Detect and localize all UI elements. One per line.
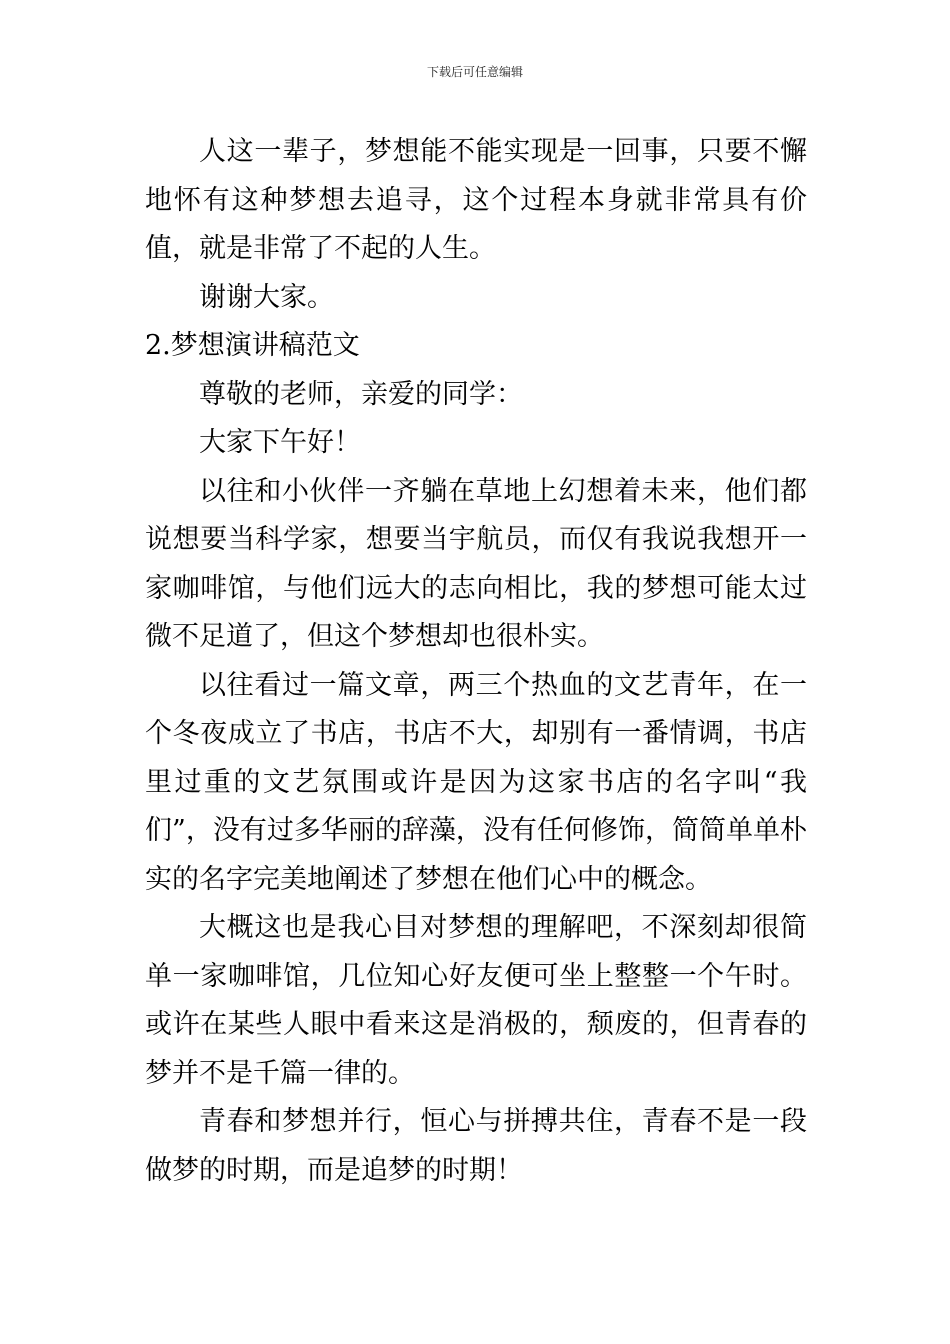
page-header: 下载后可任意编辑 bbox=[426, 65, 523, 79]
paragraph: 青春和梦想并行，恒心与拼搏共住，青春不是一段做梦的时期，而是追梦的时期！ bbox=[145, 1106, 807, 1186]
paragraph: 以往和小伙伴一齐躺在草地上幻想着未来，他们都说想要当科学家，想要当宇航员，而仅有我说我想开一家咖啡馆，与他们远大的志向相比，我的梦想可能太过微不足道了，但这个梦想却也很朴实。 bbox=[145, 475, 807, 652]
section-heading: 2.梦想演讲稿范文 bbox=[145, 330, 360, 361]
salutation: 尊敬的老师，亲爱的同学： bbox=[199, 378, 523, 410]
paragraph: 大概这也是我心目对梦想的理解吧，不深刻却很简单一家咖啡馆，几位知心好友便可坐上整整一个午时。或许在某些人眼中看来这是消极的，颓废的，但青春的梦并不是千篇一律的。 bbox=[145, 912, 807, 1089]
paragraph: 谢谢大家。 bbox=[199, 281, 334, 313]
document-body bbox=[145, 128, 807, 1195]
paragraph: 以往看过一篇文章，两三个热血的文艺青年，在一个冬夜成立了书店，书店不大，却别有一番情调，书店里过重的文艺氛围或许是因为这家书店的名字叫“我们”，没有过多华丽的辞藻，没有任何修饰，简简单单朴实的名字完美地阐述了梦想在他们心中的概念。 bbox=[145, 669, 807, 895]
greeting: 大家下午好！ bbox=[199, 427, 361, 458]
paragraph: 人这一辈子，梦想能不能实现是一回事，只要不懈地怀有这种梦想去追寻，这个过程本身就非常具有价值，就是非常了不起的人生。 bbox=[145, 136, 807, 264]
